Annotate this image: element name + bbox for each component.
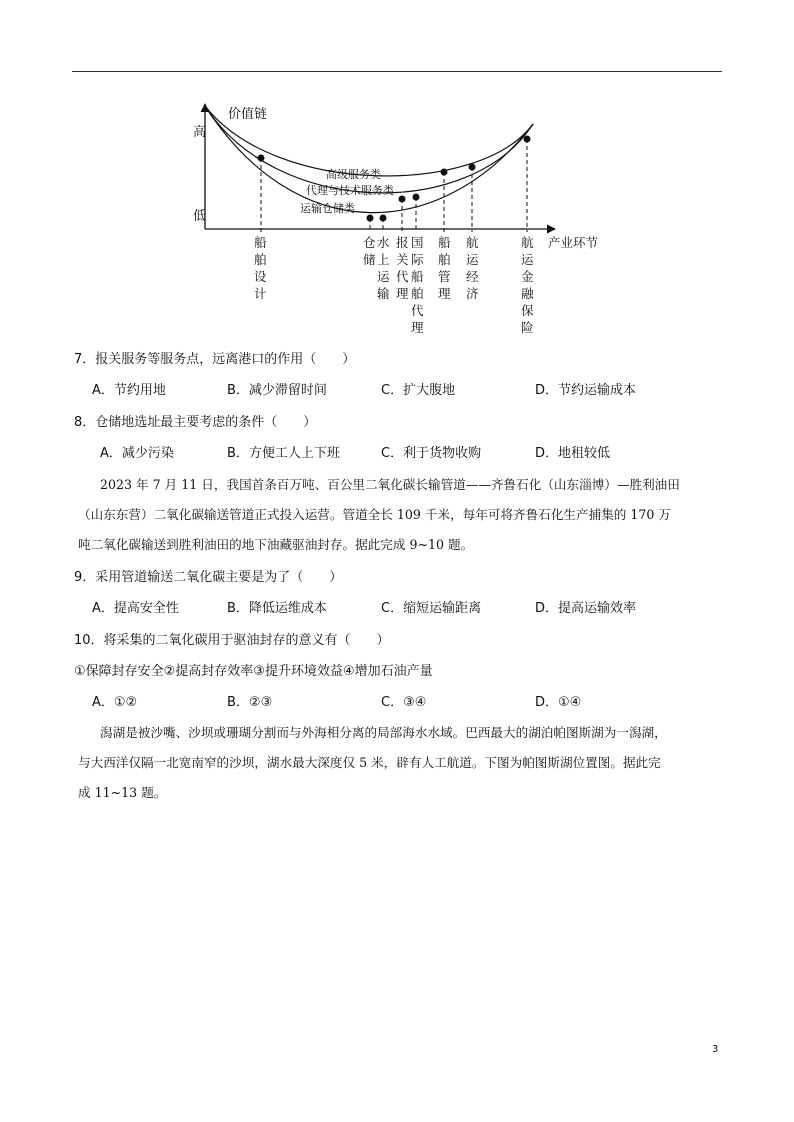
curve-label-transport: 运输仓储类 bbox=[300, 202, 355, 215]
node-shipping-finance bbox=[524, 136, 531, 233]
node-ship-design bbox=[258, 155, 265, 233]
q8-option-c[interactable]: C．利于货物收购 bbox=[381, 446, 482, 461]
passage-line: 吨二氧化碳输送到胜利油田的地下油藏驱油封存。据此完成 9~10 题。 bbox=[78, 537, 474, 552]
question-9-stem: 9．采用管道输送二氧化碳主要是为了（ ） bbox=[74, 570, 343, 585]
node-label-char: 理 bbox=[396, 286, 409, 301]
node-label-char: 代 bbox=[411, 303, 424, 318]
node-dot bbox=[399, 196, 406, 203]
q7-option-d[interactable]: D．节约运输成本 bbox=[535, 383, 637, 398]
passage-lagoon bbox=[78, 718, 720, 808]
q10-option-c[interactable]: C．③④ bbox=[381, 695, 427, 710]
node-ship-management bbox=[441, 169, 448, 233]
q7-option-b[interactable]: B．减少滞留时间 bbox=[227, 383, 327, 398]
node-label-char: 运 bbox=[521, 252, 534, 267]
node-dot bbox=[380, 215, 387, 222]
passage-line: 与大西洋仅隔一北宽南窄的沙坝，湖水最大深度仅 5 米，辟有人工航道。下图为帕图斯湖位置图。据此完 bbox=[78, 755, 661, 770]
node-label-char: 上 bbox=[377, 252, 390, 267]
question-8-stem: 8．仓储地选址最主要考虑的条件（ ） bbox=[74, 415, 317, 430]
node-label-char: 舶 bbox=[438, 252, 451, 267]
node-label-char: 储 bbox=[363, 252, 376, 267]
q9-option-b[interactable]: B．降低运维成本 bbox=[227, 601, 327, 616]
q10-option-b[interactable]: B．②③ bbox=[227, 695, 273, 710]
q9-option-a[interactable]: A．提高安全性 bbox=[92, 601, 179, 616]
node-label-char: 航 bbox=[466, 235, 479, 250]
node-label-char: 舶 bbox=[254, 252, 267, 267]
node-dot bbox=[469, 164, 476, 171]
node-label-char: 际 bbox=[411, 252, 424, 267]
q7-option-a[interactable]: A．节约用地 bbox=[92, 383, 166, 398]
node-dot bbox=[524, 136, 531, 143]
node-label-char: 仓 bbox=[363, 235, 376, 250]
node-label-char: 经 bbox=[466, 269, 479, 284]
node-label-char: 船 bbox=[411, 269, 424, 284]
value-chain-diagram bbox=[180, 96, 620, 342]
node-customs-agency bbox=[399, 196, 406, 233]
node-intl-ship-agency bbox=[413, 194, 420, 233]
node-label-char: 融 bbox=[521, 286, 534, 301]
node-label-char: 船 bbox=[254, 235, 267, 250]
curve-label-agency: 代理与技术服务类 bbox=[306, 184, 394, 197]
q8-option-b[interactable]: B．方便工人上下班 bbox=[227, 446, 340, 461]
q9-option-d[interactable]: D．提高运输效率 bbox=[535, 601, 637, 616]
y-axis-label: 价值链 bbox=[228, 107, 268, 122]
node-dot bbox=[258, 155, 265, 162]
node-label-char: 设 bbox=[254, 269, 267, 284]
passage-co2-pipeline bbox=[78, 470, 720, 560]
question-7-stem: 7．报关服务等服务点，远离港口的作用（ ） bbox=[74, 352, 356, 367]
node-label-char: 关 bbox=[396, 252, 409, 267]
node-label-char: 理 bbox=[438, 286, 451, 301]
node-label-char: 运 bbox=[466, 252, 479, 267]
node-label-char: 国 bbox=[411, 235, 424, 250]
node-dot bbox=[367, 215, 374, 222]
node-label-char: 计 bbox=[254, 286, 267, 301]
page-number: 3 bbox=[712, 1044, 719, 1055]
node-label-char: 险 bbox=[521, 320, 534, 335]
q9-option-c[interactable]: C．缩短运输距离 bbox=[381, 601, 482, 616]
node-label-char: 济 bbox=[466, 286, 479, 301]
question-10-stem: 10．将采集的二氧化碳用于驱油封存的意义有（ ） bbox=[74, 633, 390, 648]
node-label-char: 金 bbox=[521, 269, 534, 284]
passage-line: 成 11~13 题。 bbox=[78, 785, 167, 800]
node-label-char: 水 bbox=[377, 235, 390, 250]
node-labels bbox=[254, 235, 534, 335]
node-label-char: 保 bbox=[521, 303, 534, 318]
y-low-label: 低 bbox=[193, 209, 207, 224]
node-label-char: 运 bbox=[377, 269, 390, 284]
q10-option-d[interactable]: D．①④ bbox=[535, 695, 582, 710]
node-label-char: 航 bbox=[521, 235, 534, 250]
q10-option-a[interactable]: A．①② bbox=[92, 695, 138, 710]
node-label-char: 代 bbox=[396, 269, 409, 284]
q7-option-c[interactable]: C．扩大腹地 bbox=[381, 383, 456, 398]
q8-option-d[interactable]: D．地租较低 bbox=[535, 446, 611, 461]
node-label-char: 输 bbox=[377, 286, 390, 301]
question-10-items: ①保障封存安全②提高封存效率③提升环境效益④增加石油产量 bbox=[74, 664, 433, 679]
node-label-char: 理 bbox=[411, 320, 424, 335]
x-axis-label: 产业环节 bbox=[548, 235, 599, 250]
node-label-char: 管 bbox=[438, 269, 451, 284]
node-label-char: 船 bbox=[438, 235, 451, 250]
passage-line: （山东东营）二氧化碳输送管道正式投入运营。管道全长 109 千米，每年可将齐鲁石化生产捕集的 170 万 bbox=[78, 507, 672, 522]
node-dot bbox=[413, 194, 420, 201]
node-label-char: 舶 bbox=[411, 286, 424, 301]
curve-label-advanced: 高级服务类 bbox=[326, 168, 381, 181]
node-label-char: 报 bbox=[396, 235, 409, 250]
passage-line: 2023 年 7 月 11 日，我国首条百万吨、百公里二氧化碳长输管道——齐鲁石化（山东淄博）—胜利油田 bbox=[100, 477, 680, 492]
q8-option-a[interactable]: A．减少污染 bbox=[100, 446, 174, 461]
y-high-label: 高 bbox=[193, 125, 207, 140]
passage-line: 潟湖是被沙嘴、沙坝或珊瑚分割而与外海相分离的局部海水水域。巴西最大的湖泊帕图斯湖为一潟湖， bbox=[100, 725, 667, 740]
node-dot bbox=[441, 169, 448, 176]
header-rule bbox=[72, 71, 722, 72]
